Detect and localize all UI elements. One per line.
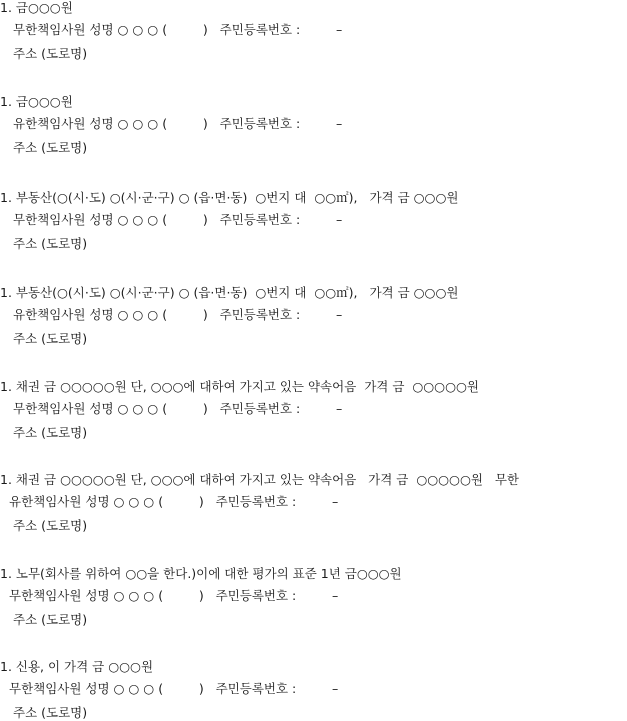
contribution-heading: 1. 부동산(○(시·도) ○(시·군·구) ○ (읍·면·동) ○번지 대 ○○㎡), 가격 금 ○○○원 xyxy=(0,285,459,300)
contribution-heading: 1. 노무(회사를 위하여 ○○을 한다.)이에 대한 평가의 표준 1년 금○○○원 xyxy=(0,566,402,581)
contribution-heading: 1. 채권 금 ○○○○○원 단, ○○○에 대하여 가지고 있는 약속어음 가격 금 ○○○○○원 xyxy=(0,379,479,394)
address-line: 주소 (도로명) xyxy=(13,705,88,720)
partner-info-line: 유한책임사원 성명 ○ ○ ○ ( ) 주민등록번호 : – xyxy=(9,494,339,509)
contribution-heading: 1. 금○○○원 xyxy=(0,94,73,109)
partner-info-line: 무한책임사원 성명 ○ ○ ○ ( ) 주민등록번호 : – xyxy=(13,401,343,416)
partner-info-line: 무한책임사원 성명 ○ ○ ○ ( ) 주민등록번호 : – xyxy=(13,22,343,37)
partner-info-line: 유한책임사원 성명 ○ ○ ○ ( ) 주민등록번호 : – xyxy=(13,116,343,131)
address-line: 주소 (도로명) xyxy=(13,425,88,440)
contribution-heading: 1. 신용, 이 가격 금 ○○○원 xyxy=(0,659,154,674)
address-line: 주소 (도로명) xyxy=(13,331,88,346)
contribution-heading: 1. 부동산(○(시·도) ○(시·군·구) ○ (읍·면·동) ○번지 대 ○○㎡), 가격 금 ○○○원 xyxy=(0,190,459,205)
address-line: 주소 (도로명) xyxy=(13,236,88,251)
contribution-heading: 1. 금○○○원 xyxy=(0,0,73,15)
partner-info-line: 무한책임사원 성명 ○ ○ ○ ( ) 주민등록번호 : – xyxy=(9,681,339,696)
contribution-heading: 1. 채권 금 ○○○○○원 단, ○○○에 대하여 가지고 있는 약속어음 가격 금 ○○○○○원 무한 xyxy=(0,472,520,487)
address-line: 주소 (도로명) xyxy=(13,518,88,533)
address-line: 주소 (도로명) xyxy=(13,140,88,155)
address-line: 주소 (도로명) xyxy=(13,46,88,61)
address-line: 주소 (도로명) xyxy=(13,612,88,627)
partner-info-line: 무한책임사원 성명 ○ ○ ○ ( ) 주민등록번호 : – xyxy=(13,212,343,227)
partner-info-line: 무한책임사원 성명 ○ ○ ○ ( ) 주민등록번호 : – xyxy=(9,588,339,603)
partner-info-line: 유한책임사원 성명 ○ ○ ○ ( ) 주민등록번호 : – xyxy=(13,307,343,322)
